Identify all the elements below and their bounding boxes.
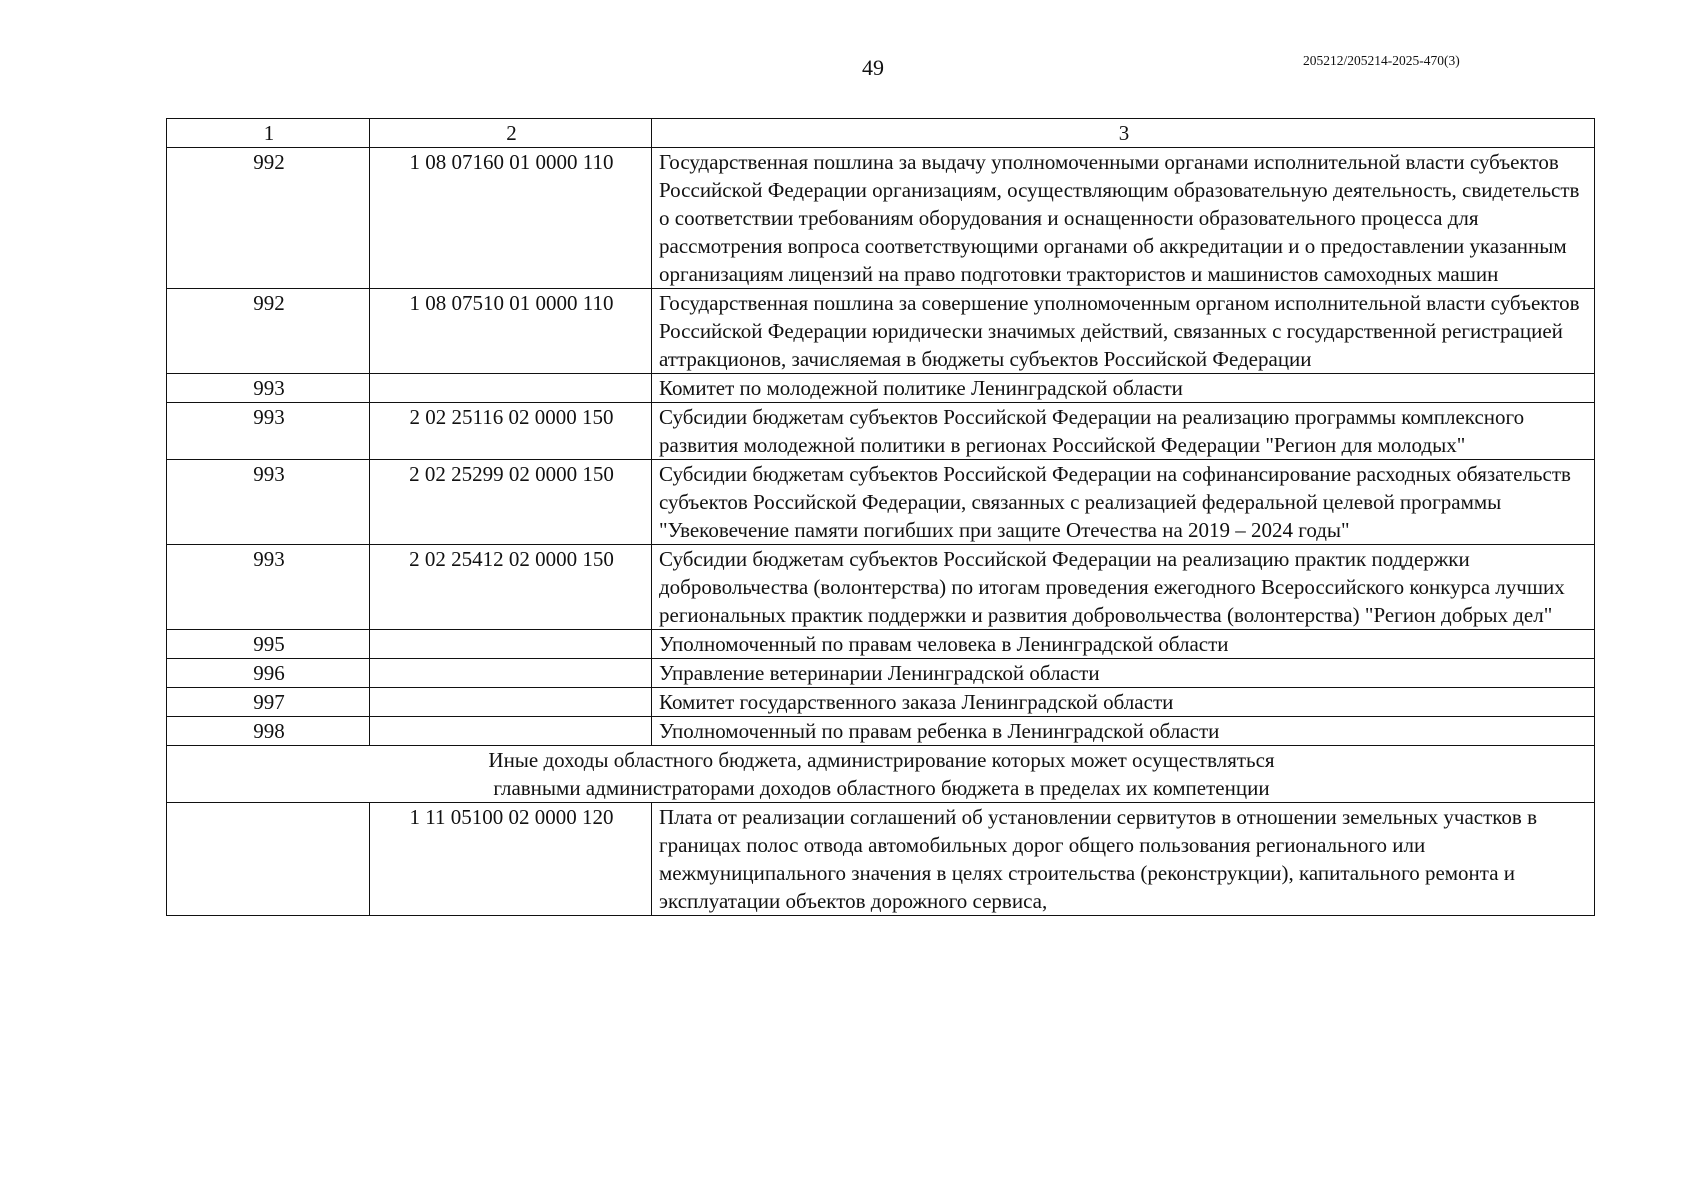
table-row [167,460,1595,545]
description-cell: Управление ветеринарии Ленинградской области [652,659,1595,688]
budget-code-cell: 1 08 07160 01 0000 110 [370,148,652,289]
column-header-1: 1 [167,119,370,148]
budget-code-cell: 1 08 07510 01 0000 110 [370,289,652,374]
table-row [167,148,1595,289]
section-heading-line-2: главными администраторами доходов областного бюджета в пределах их компетенции [493,776,1270,800]
budget-code-cell: 2 02 25412 02 0000 150 [370,545,652,630]
budget-code-cell: 2 02 25299 02 0000 150 [370,460,652,545]
budget-code-cell [370,630,652,659]
admin-code-cell: 993 [167,545,370,630]
description-cell: Субсидии бюджетам субъектов Российской Федерации на реализацию практик поддержки добровольчества (волонтерства) по итогам проведения ежегодного Всероссийского конкурса лучших региональных практик поддержки и развития добровольчества (волонтерства) "Регион добрых дел" [652,545,1595,630]
description-cell: Уполномоченный по правам ребенка в Ленинградской области [652,717,1595,746]
description-cell: Уполномоченный по правам человека в Ленинградской области [652,630,1595,659]
description-cell: Субсидии бюджетам субъектов Российской Федерации на реализацию программы комплексного развития молодежной политики в регионах Российской Федерации "Регион для молодых" [652,403,1595,460]
admin-code-cell: 997 [167,688,370,717]
budget-code-cell: 2 02 25116 02 0000 150 [370,403,652,460]
table-row [167,630,1595,659]
table-row [167,717,1595,746]
admin-code-cell: 996 [167,659,370,688]
table-row [167,545,1595,630]
table-row [167,289,1595,374]
admin-code-cell [167,803,370,916]
admin-code-cell: 993 [167,460,370,545]
description-cell: Государственная пошлина за совершение уполномоченным органом исполнительной власти субъектов Российской Федерации юридически значимых действий, связанных с государственной регистрацией аттракционов, зачисляемая в бюджеты субъектов Российской Федерации [652,289,1595,374]
section-heading-row [167,746,1595,803]
description-cell: Плата от реализации соглашений об установлении сервитутов в отношении земельных участков в границах полос отвода автомобильных дорог общего пользования регионального или межмуниципального значения в целях строительства (реконструкции), капитального ремонта и эксплуатации объектов дорожного сервиса, [652,803,1595,916]
page-number: 49 [862,55,884,80]
section-heading-line-1: Иные доходы областного бюджета, администрирование которых может осуществляться [488,748,1275,772]
admin-code-cell: 998 [167,717,370,746]
admin-code-cell: 992 [167,148,370,289]
table-header-row [167,119,1595,148]
admin-code-cell: 993 [167,403,370,460]
admin-code-cell: 995 [167,630,370,659]
revenue-admin-table [166,118,1595,916]
table-row [167,803,1595,916]
description-cell: Субсидии бюджетам субъектов Российской Федерации на софинансирование расходных обязательств субъектов Российской Федерации, связанных с реализацией федеральной целевой программы "Увековечение памяти погибших при защите Отечества на 2019 – 2024 годы" [652,460,1595,545]
description-cell: Комитет по молодежной политике Ленинградской области [652,374,1595,403]
budget-code-cell [370,659,652,688]
section-heading-cell [167,746,1595,803]
budget-code-cell: 1 11 05100 02 0000 120 [370,803,652,916]
admin-code-cell: 992 [167,289,370,374]
budget-code-cell [370,688,652,717]
table-row [167,374,1595,403]
table-row [167,688,1595,717]
budget-code-cell [370,374,652,403]
document-code: 205212/205214-2025-470(3) [1303,53,1460,68]
budget-code-cell [370,717,652,746]
table-row [167,659,1595,688]
description-cell: Комитет государственного заказа Ленинградской области [652,688,1595,717]
description-cell: Государственная пошлина за выдачу уполномоченными органами исполнительной власти субъектов Российской Федерации организациям, осуществляющим образовательную деятельность, свидетельств о соответствии требованиям оборудования и оснащенности образовательного процесса для рассмотрения вопроса соответствующими органами об аккредитации и о предоставлении указанным организациям лицензий на право подготовки трактористов и машинистов самоходных машин [652,148,1595,289]
column-header-3: 3 [652,119,1595,148]
table-row [167,403,1595,460]
admin-code-cell: 993 [167,374,370,403]
column-header-2: 2 [370,119,652,148]
